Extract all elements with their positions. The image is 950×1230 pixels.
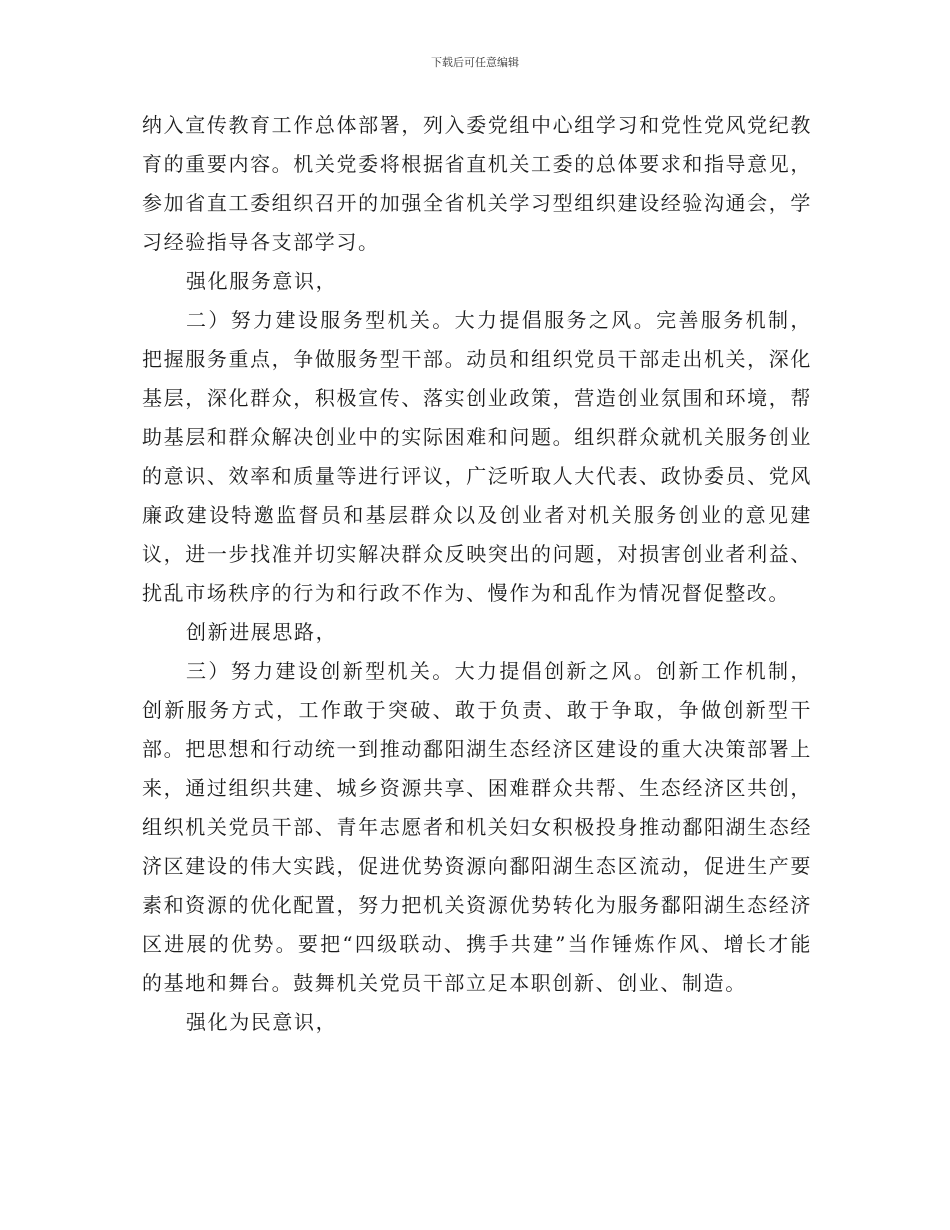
heading-strengthen-people-awareness: 强化为民意识， [186,1010,338,1034]
page-header-note: 下载后可任意编辑 [431,56,519,69]
paragraph-study-deployment: 纳入宣传教育工作总体部署，列入委党组中心组学习和党性党风党纪教育的重要内容。机关党委将根据省直机关工委的总体要求和指导意见，参加省直工委组织召开的加强全省机关学习型组织建设经验沟通会，学习经验指导各支部学习。 [142,113,812,254]
heading-innovate-development-ideas: 创新进展思路， [186,620,338,644]
document-body [142,106,812,1042]
paragraph-service-oriented-organ: 二）努力建设服务型机关。大力提倡服务之风。完善服务机制，把握服务重点，争做服务型干部。动员和组织党员干部走出机关，深化基层，深化群众，积极宣传、落实创业政策，营造创业氛围和环境，帮助基层和群众解决创业中的实际困难和问题。组织群众就机关服务创业的意识、效率和质量等进行评议，广泛听取人大代表、政协委员、党风廉政建设特邀监督员和基层群众以及创业者对机关服务创业的意见建议，进一步找准并切实解决群众反映突出的问题，对损害创业者利益、扰乱市场秩序的行为和行政不作为、慢作为和乱作为情况督促整改。 [142,308,812,605]
paragraph-innovative-organ: 三）努力建设创新型机关。大力提倡创新之风。创新工作机制，创新服务方式，工作敢于突破、敢于负责、敢于争取，争做创新型干部。把思想和行动统一到推动鄱阳湖生态经济区建设的重大决策部署上来，通过组织共建、城乡资源共享、困难群众共帮、生态经济区共创，组织机关党员干部、青年志愿者和机关妇女积极投身推动鄱阳湖生态经济区建设的伟大实践，促进优势资源向鄱阳湖生态区流动，促进生产要素和资源的优化配置，努力把机关资源优势转化为服务鄱阳湖生态经济区进展的优势。要把“四级联动、携手共建”当作锤炼作风、增长才能的基地和舞台。鼓舞机关党员干部立足本职创新、创业、制造。 [142,659,812,995]
heading-strengthen-service-awareness: 强化服务意识， [186,269,338,293]
